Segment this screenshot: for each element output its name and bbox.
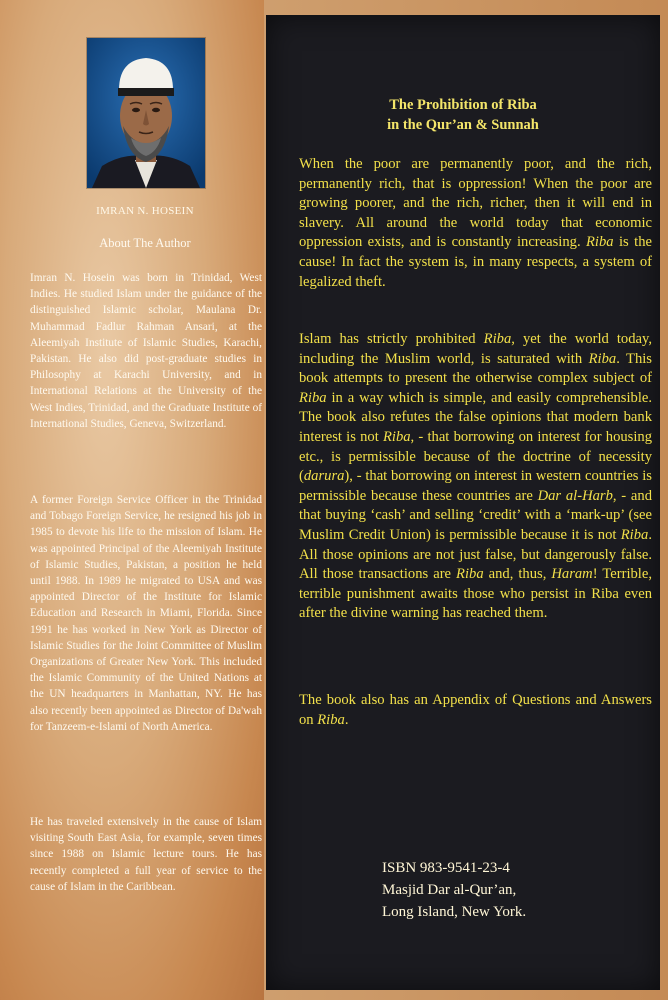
riba-term: Riba [586, 234, 614, 251]
author-bio-paragraph-3: He has traveled extensively in the cause of Islam visiting South East Asia, for example, seven times since 1988 on Islamic lecture tours. He has recently completed a full year of service to the cause of Islam in the Caribbean. [30, 816, 262, 893]
text-run: . All those opinions are not just false, but dangerously false. All those transactions are [299, 526, 652, 583]
riba-term: Riba [317, 711, 345, 728]
text-run: . [344, 711, 349, 728]
riba-term: Riba [620, 526, 649, 543]
riba-term: Riba [382, 428, 411, 445]
description-panel [266, 15, 660, 990]
text-run: . This book attempts to present the otherwise complex subject of [299, 350, 652, 387]
publication-info [382, 857, 652, 923]
text-run: ! Terrible, terrible punishment awaits those who persist in Riba even after the divine warning has reached them. [299, 566, 652, 622]
text-run: , - and that buying ‘cash’ and selling ‘credit’ with a ‘mark-up’ (see Muslim Credit Union) is permissible because it is not [299, 487, 652, 543]
text-run: , - that borrowing on interest for housing etc., is permissible because of the doctrine of necessity ( [299, 428, 652, 485]
text-run: is the cause! In fact the system is, in many respects, a system of legalized theft. [299, 234, 652, 290]
about-author-heading: About The Author [99, 236, 191, 250]
riba-term: Riba [456, 566, 484, 583]
riba-term: Riba [588, 350, 617, 367]
text-run: , yet the world today, including the Muslim world, is saturated with [299, 331, 652, 367]
publisher-line-1: Masjid Dar al-Qur’an, [382, 882, 517, 898]
book-title-line-2: in the Qur’an & Sunnah [387, 117, 539, 133]
author-name: IMRAN N. HOSEIN [96, 205, 194, 217]
isbn-number: ISBN 983-9541-23-4 [382, 860, 510, 876]
publisher-line-2: Long Island, New York. [382, 904, 527, 920]
text-run: The book also has an Appendix of Questions and Answers on [299, 692, 652, 728]
text-run: ), - that borrowing on interest in western countries is permissible because these countries are [299, 468, 652, 504]
description-paragraph-2 [299, 330, 652, 624]
author-bio-paragraph-1: Imran N. Hosein was born in Trinidad, West Indies. He studied Islam under the guidance of the distinguished Islamic scholar, Maulana Dr. Muhammad Fadlur Rahman Ansari, at the Aleemiyah Institute of Islamic Studies, Karachi, Pakistan. He also did post-graduate studies in Philosophy at Karachi University, and in International Relations at the University of the West Indies, Trinidad, and the Graduate Institute of International Studies, Geneva, Switzerland. [30, 272, 262, 430]
dar-al-harb-term: Dar al-Harb [537, 487, 613, 504]
author-column [0, 0, 264, 1000]
author-bio-paragraph-2: A former Foreign Service Officer in the Trinidad and Tobago Foreign Service, he resigned his job in 1985 to devote his life to the mission of Islam. He was appointed Principal of the Aleemiyah Institute of Islamic Studies, Pakistan, a position he held until 1988. In 1989 he migrated to USA and was appointed Director of the Institute for Islamic Education and Research in Miami, Florida. Since 1991 he has worked in New York as Director of Islamic Studies for the Joint Committee of Muslim Organizations of Greater New York. This included the Islamic Community of the United Nations at the UN headquarters in Manhattan, NY. He has also recently been appointed as Director of Da'wah for Tanzeem-e-Islami of North America. [30, 494, 262, 733]
text-run: Islam has strictly prohibited [299, 331, 484, 347]
author-portrait [87, 38, 205, 188]
text-run: When the poor are permanently poor, and the rich, permanently rich, that is oppression! When the poor are growing poorer, and the rich, richer, then it will end in slavery. All around the world today that economic oppression exists, and is constantly increasing. [299, 156, 652, 251]
book-title-line-1: The Prohibition of Riba [389, 97, 537, 113]
text-run: and, thus, [483, 566, 552, 583]
book-title [266, 95, 660, 135]
darura-term: darura [303, 468, 345, 485]
text-run: in a way which is simple, and easily comprehensible. The book also refutes the false opinions that modern bank interest is not [299, 389, 652, 445]
description-paragraph-1 [299, 155, 652, 292]
riba-term: Riba [299, 389, 327, 406]
description-paragraph-3 [299, 691, 652, 730]
haram-term: Haram [551, 566, 593, 583]
riba-term: Riba [483, 331, 512, 347]
